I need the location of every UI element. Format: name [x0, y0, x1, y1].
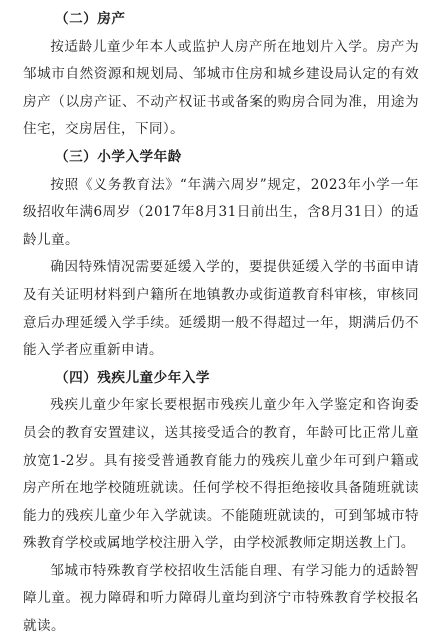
- paragraph-age-requirement: 按照《义务教育法》“年满六周岁”规定，2023年小学一年级招收年满6周岁（2017年8月31日前出生，含8月31日）的适龄儿童。: [23, 176, 419, 248]
- section-heading-school-age: （三）小学入学年龄: [55, 148, 182, 165]
- paragraph-property-rule: 按适龄儿童少年本人或监护人房产所在地划片入学。房产为邹城市自然资源和规划局、邹城市住房和城乡建设局认定的有效房产（以房产证、不动产权证书或备案的购房合同为准，用途为住宅，交房居住，下同）。: [23, 38, 419, 138]
- section-heading-disabled-children: （四）残疾儿童少年入学: [55, 369, 211, 386]
- paragraph-disabled-placement: 残疾儿童少年家长要根据市残疾儿童少年入学鉴定和咨询委员会的教育安置建议，送其接受适合的教育，年龄可比正常儿童放宽1-2岁。具有接受普通教育能力的残疾儿童少年可到户籍或房产所在地学校随班就读。任何学校不得拒绝接收具备随班就读能力的残疾儿童少年入学就读。不能随班就读的，可到邹城市特殊教育学校或属地学校注册入学，由学校派教师定期送教上门。: [23, 397, 419, 552]
- paragraph-deferred-enrollment: 确因特殊情况需要延缓入学的，要提供延缓入学的书面申请及有关证明材料到户籍所在地镇教办或街道教育科审核，审核同意后办理延缓入学手续。延缓期一般不得超过一年，期满后仍不能入学者应重新申请。: [23, 259, 419, 359]
- section-heading-property: （二）房产: [55, 11, 126, 27]
- paragraph-special-school: 邹城市特殊教育学校招收生活能自理、有学习能力的适龄智障儿童。视力障碍和听力障碍儿童均到济宁市特殊教育学校报名就读。: [23, 562, 419, 635]
